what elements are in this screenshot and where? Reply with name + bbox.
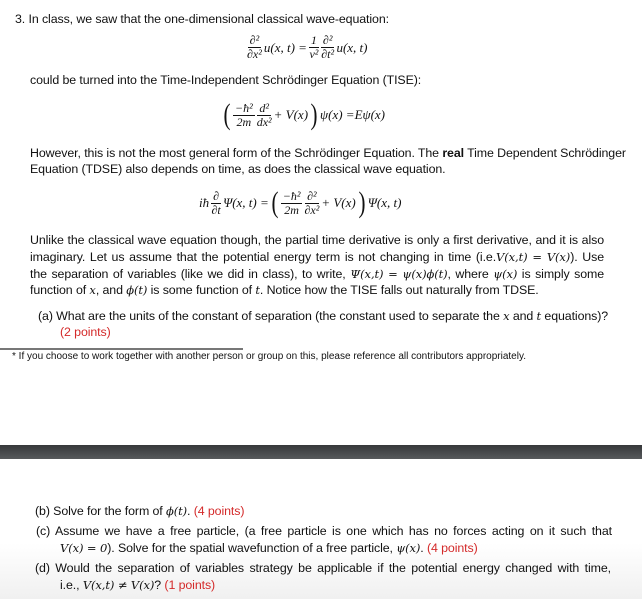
text-line [60, 325, 111, 340]
text-segment: However, this is not the most general form of the Schrödinger Equation. The [30, 146, 443, 160]
parenthesis: ) [358, 186, 366, 219]
math-inline: ϕ(t) [126, 283, 148, 297]
text-line [30, 250, 604, 265]
text-segment: 3. In class, we saw that the one-dimensional classical wave-equation: [15, 12, 389, 26]
text-segment: (a) What are the units of the constant of separation (the constant used to separate the [38, 309, 504, 323]
fraction [281, 190, 303, 217]
text-line [35, 504, 244, 519]
text-segment: the separation of variables (like we did in class), to write, [30, 267, 351, 281]
numerator: ∂² [249, 33, 260, 47]
text-segment: imaginary. Let us assume that the potential energy term is not changing in time (i.e. [30, 250, 497, 264]
equation-2 [222, 100, 386, 130]
math-term: Ψ(x, t) [367, 195, 402, 210]
text-line [30, 233, 604, 248]
text-segment: is some function of [147, 283, 256, 297]
denominator: ∂x² [247, 47, 262, 61]
text-line [30, 267, 604, 282]
math-term: ψ(x) =Eψ(x) [320, 107, 386, 122]
numerator: 1 [310, 33, 317, 47]
text-segment: . Notice how the TISE falls out naturally from TDSE. [259, 283, 539, 297]
parenthesis: ) [310, 98, 318, 131]
text-segment: function of [30, 283, 90, 297]
numerator: ∂ [213, 188, 220, 203]
fraction [321, 34, 335, 61]
fraction [211, 190, 221, 217]
numerator: ∂² [322, 33, 333, 47]
text-segment: and [509, 309, 537, 323]
points-label: (1 points) [164, 578, 216, 592]
text-segment: . [420, 541, 427, 555]
fraction [233, 102, 255, 129]
text-line [30, 73, 421, 88]
denominator: dx² [256, 114, 272, 129]
parenthesis: ( [271, 186, 279, 219]
text-line [60, 541, 478, 556]
text-line [30, 162, 446, 177]
text-segment: . [187, 504, 194, 518]
text-segment: Time Dependent Schrödinger [463, 146, 626, 160]
text-segment: ). Use [570, 250, 604, 264]
text-line [35, 561, 611, 576]
text-segment: Equation (TDSE) also depends on time, as does the classical wave equation. [30, 162, 446, 176]
footnote: * If you choose to work together with another person or group on this, please reference all contributors appropriately. [12, 351, 526, 362]
math-term: Ψ(x, t) = [223, 195, 269, 210]
text-segment: , and [95, 283, 127, 297]
math-inline: x [503, 309, 510, 323]
math-inline: t [255, 283, 260, 297]
text-line [38, 309, 608, 324]
math-term: + V(x) [321, 195, 356, 210]
math-inline: x [89, 283, 96, 297]
numerator: ∂² [307, 188, 317, 203]
text-segment: real [442, 146, 464, 160]
math-term: + V(x) [273, 107, 309, 122]
text-segment: is simply some [517, 267, 605, 281]
math-term: u(x, t) = [263, 39, 307, 55]
text-segment: (c) Assume we have a free particle, (a free particle is one which has no forces acting on it such that [36, 524, 612, 538]
math-inline: t [536, 309, 542, 323]
fraction [304, 190, 319, 217]
fraction [257, 102, 272, 129]
text-segment: Unlike the classical wave equation though, the partial time derivative is only a first derivative, and it is also [30, 233, 604, 247]
math-inline: V(x,t) ≠ V(x) [82, 578, 155, 592]
text-segment: i.e., [60, 578, 83, 592]
math-inline: Ψ(x,t) = ψ(x)ϕ(t) [350, 267, 448, 281]
denominator: 2m [236, 114, 252, 129]
page-break-band [0, 445, 642, 459]
text-segment: (b) Solve for the form of [35, 504, 166, 518]
text-line [30, 146, 626, 161]
equation-3 [198, 188, 402, 218]
text-segment: equations)? [541, 309, 609, 323]
denominator: ∂t² [321, 47, 335, 61]
math-inline: V(x) = 0 [60, 541, 108, 555]
numerator: −ħ² [282, 188, 301, 203]
points-label: (4 points) [426, 541, 478, 555]
math-inline: ϕ(t) [166, 504, 188, 518]
denominator: ∂t [211, 202, 221, 217]
points-label: (4 points) [193, 504, 245, 518]
fraction [309, 34, 319, 61]
points-label: (2 points) [60, 325, 111, 339]
text-line [36, 524, 612, 539]
math-inline: ψ(x) [493, 267, 518, 281]
denominator: ∂x² [304, 202, 320, 217]
text-segment: , where [447, 267, 494, 281]
text-line [15, 12, 389, 27]
denominator: v² [309, 47, 319, 61]
text-segment: (d) Would the separation of variables strategy be applicable if the potential energy changed with time, [35, 561, 611, 575]
equation-1 [246, 34, 369, 61]
footnote-divider [0, 348, 243, 350]
text-segment: could be turned into the Time-Independent Schrödinger Equation (TISE): [30, 73, 422, 87]
text-segment: ? [154, 578, 165, 592]
math-inline: V(x,t) = V(x) [496, 250, 571, 264]
parenthesis: ( [223, 98, 231, 131]
numerator: −ħ² [235, 100, 253, 115]
math-inline: ψ(x) [396, 541, 421, 555]
math-term: iħ [199, 195, 210, 210]
math-term: u(x, t) [336, 39, 368, 55]
numerator: d² [259, 100, 269, 115]
text-line [60, 578, 215, 593]
denominator: 2m [284, 202, 299, 217]
text-segment: ). Solve for the spatial wavefunction of a free particle, [107, 541, 397, 555]
fraction [247, 34, 262, 61]
text-line [30, 283, 539, 298]
